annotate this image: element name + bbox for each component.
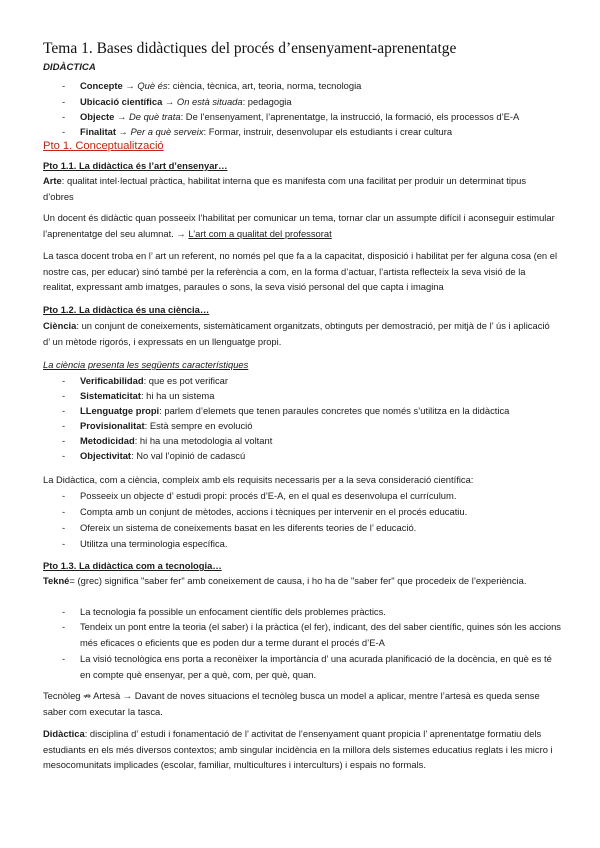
subsection-heading-1-1: Pto 1.1. La didàctica és l’art d’ensenyar… (43, 160, 228, 171)
didactica-definition: Didàctica: disciplina d’ estudi i fonamentació de l’ activitat de l’ensenyament quant propicia l’ aprenentatge formatiu dels estudiants en els més diversos contextos; amb singular incidència en la millora dels sistemes educatius reglats i les micro i mesocomunitats implicades (escolar, familiar, multicultures i interculturs) i espais no formals. (43, 728, 553, 770)
tekne-item: - La visió tecnològica ens porta a reconèixer la importància d’ una acurada planificació de la docència, en què es té en compte què ensenyar, per a què, com, per què, quan. (62, 653, 552, 680)
tekne-item: - Tendeix un pont entre la teoria (el saber) i la pràctica (el fer), indicant, des del saber científic, quines són les accions més eficaces o eficients que es poden dur a terme durant el procés d’E-A (62, 621, 561, 648)
docent-paragraph: Un docent és didàctic quan posseeix l’habilitat per comunicar un tema, tornar clar un assumpte difícil i aconseguir estimular l’aprenentatge del seu alumnat. → L’art com a qualitat del professorat (43, 212, 555, 239)
art-definition: Arte: qualitat intel·lectual pràctica, habilitat interna que es manifesta com una facilitat per produir un determinat tipus d’obres (43, 175, 527, 202)
tekne-item: - La tecnologia fa possible un enfocament científic dels problemes pràctics. (62, 606, 386, 617)
didactica-ciencia-paragraph: La Didàctica, com a ciència, compleix amb els requisits necessaris per a la seva consideració científica: (43, 474, 474, 485)
subsection-heading-1-2: Pto 1.2. La didàctica és una ciència… (43, 304, 210, 315)
subsection-heading-1-3: Pto 1.3. La didàctica com a tecnologia… (43, 560, 222, 571)
didactica-label: DIDÀCTICA (43, 62, 96, 73)
section-heading: Pto 1. Conceptualització (43, 140, 164, 152)
tekne-definition: Tekné= (grec) significa "saber fer" amb coneixement de causa, i ho ha de "saber fer" que procedeix de l’experiència. (43, 575, 527, 586)
document-page: Tema 1. Bases didàctiques del procés d’ensenyament-aprenentatge DIDÀCTICA - Concepte → Què és: ciència, tècnica, art, teoria, norma, tecnologia - Ubicació científica → On està situada: pedagogia - Objecte → De què trata: De l’ensenyament, l’aprenentatge, la instrucció, la formació, els processos d’E-A - Finalitat → Per a què serveix: Formar, instruir, desenvolupar els estudiants i crear cultura Pto 1. Conceptualització Pto 1.1. La didàctica és l’art d’ensenyar… Arte: qualitat intel·lectual pràctica, habilitat interna que es manifesta com una facilitat per produir un determinat tipus d’obres Un docent és didàctic quan posseeix l’habilitat per comunicar un tema, tornar clar un assumpte difícil i aconseguir estimular l’aprenentatge del seu alumnat. → L’art com a qualitat del professorat La tasca docent troba en l’ art un referent, no només pel que fa a la capacitat, disposició i habilitat per fer alguna cosa (en el nostre cas, per educar) sinó també per la referència a com, en la forma d’actuar, l’artista reflecteix la seva visió de la realitat, expressant amb imatges, paraules o sons, la seva visió personal del que capta i imagina Pto 1.2. La didàctica és una ciència… Ciència: un conjunt de coneixements, sistemàticament organitzats, obtinguts per demostració, per mitjà de l’ ús i aplicació d’ un mètode rigorós, i expressats en un llenguatge propi. La ciència presenta les següents característiques - Verificabilidad: que es pot verificar - Sistematicitat: hi ha un sistema - LLenguatge propi: parlem d’elemets que tenen paraules concretes que només s’utilitza en la didàctica - Provisionalitat: Està sempre en evolució - Metodicidad: hi ha una metodologia al voltant - Objectivitat: No val l’opinió de cadascú La Didàctica, com a ciència, compleix amb els requisits necessaris per a la seva consideració científica: - Posseeix un objecte d’ estudi propi: procés d’E-A, en el qual es desenvolupa el currículum. - Compta amb un conjunt de mètodes, accions i tècniques per intervenir en el procés educatiu. - Ofereix un sistema de coneixements basat en les diferents teories de l’ educació. - Utilitza una terminologia específica. Pto 1.3. La didàctica com a tecnologia… Tekné= (grec) significa "saber fer" amb coneixement de causa, i ho ha de "saber fer" que procedeix de l’experiència. - La tecnologia fa possible un enfocament científic dels problemes pràctics. - Tendeix un pont entre la teoria (el saber) i la pràctica (el fer), indicant, des del saber científic, quines són les accions més eficaces o eficients que es poden dur a terme durant el procés d’E-A - La visió tecnològica ens porta a reconèixer la importància d’ una acurada planificació de la docència, en què es té en compte què ensenyar, per a què, com, per què, quan. Tecnòleg ⇏ Artesà → Davant de noves situacions el tecnòleg busca un model a aplicar, mentre l’artesà es queda sense saber com executar la tasca. Didàctica: disciplina d’ estudi i fonamentació de l’ activitat de l’ensenyament quant propicia l’ aprenentatge formatiu dels estudiants en els més diversos contextos; amb singular incidència en la millora dels sistemes educatius reglats i les micro i mesocomunitats implicades (escolar, familiar, multicultures i interculturs) i espais no formals. (0, 0, 600, 848)
ciencia-definition: Ciència: un conjunt de coneixements, sistemàticament organitzats, obtinguts per demostració, per mitjà de l’ ús i aplicació d’ un mètode rigorós, i expressats en un llenguatge propi. (43, 320, 550, 347)
tasca-paragraph: La tasca docent troba en l’ art un referent, no només pel que fa a la capacitat, disposició i habilitat per fer alguna cosa (en el nostre cas, per educar) sinó també per la referència a com, en la forma d’actuar, l’artista reflecteix la seva visió de la realitat, expressant amb imatges, paraules o sons, la seva visió personal del que capta i imagina (43, 250, 558, 292)
tecnoleg-paragraph: Tecnòleg ⇏ Artesà → Davant de noves situacions el tecnòleg busca un model a aplicar, mentre l’artesà es queda sense saber com executar la tasca. (43, 690, 540, 717)
art-quality-link: L’art com a qualitat del professorat (188, 227, 332, 239)
document-title: Tema 1. Bases didàctiques del procés d’ensenyament-aprenentatge (43, 40, 457, 57)
characteristics-heading: La ciència presenta les següents característiques (43, 359, 249, 370)
